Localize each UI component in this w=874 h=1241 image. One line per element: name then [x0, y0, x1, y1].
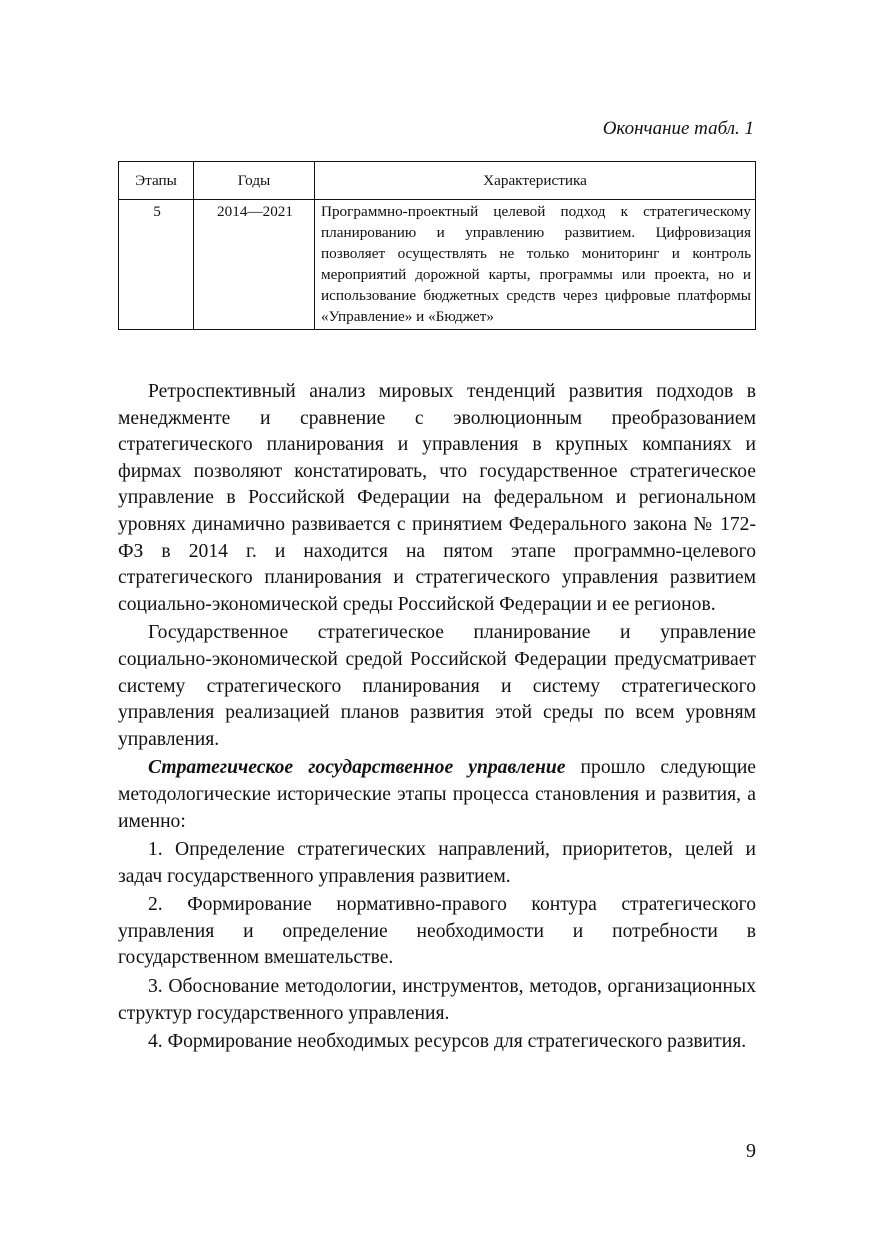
- stages-table: [118, 161, 756, 330]
- stages-intro-text: прошло следующие методологические исторические этапы процесса становления и развития, а именно:: [118, 757, 756, 832]
- cell-characteristic: Программно-проектный целевой подход к стратегическому планированию и управлению развитием. Цифровизация позволяет осуществлять не только мониторинг и контроль мероприятий дорожной карты, программы или проекта, но и использование бюджетных средств через цифровые платформы «Управление» и «Бюджет»: [315, 200, 756, 330]
- page-number: 9: [746, 1140, 756, 1162]
- list-item: 1. Определение стратегических направлений, приоритетов, целей и задач государственного управления развитием.: [118, 839, 756, 887]
- header-stages: Этапы: [119, 162, 194, 200]
- table-row: [119, 200, 756, 330]
- paragraph-planning: Государственное стратегическое планирование и управление социально-экономической средой Российской Федерации предусматривает систему стратегического планирования и систему стратегического управления реализацией планов развития этой среды по всем уровням управления.: [118, 622, 756, 750]
- list-item: 3. Обоснование методологии, инструментов, методов, организационных структур государственного управления.: [118, 976, 756, 1024]
- header-characteristic: Характеристика: [315, 162, 756, 200]
- table-header-row: [119, 162, 756, 200]
- cell-years: 2014—2021: [194, 200, 315, 330]
- table-caption: Окончание табл. 1: [602, 118, 754, 139]
- list-item: 2. Формирование нормативно-правого контура стратегического управления и определение необходимости и потребности в государственном вмешательстве.: [118, 894, 756, 969]
- body-text: [118, 379, 756, 1056]
- paragraph-stages-intro: [118, 755, 756, 835]
- paragraph-retrospective: Ретроспективный анализ мировых тенденций развития подходов в менеджменте и сравнение с эволюционным преобразованием стратегического планирования и управления в крупных компаниях и фирмах позволяют констатировать, что государственное стратегическое управление в Российской Федерации на федеральном и региональном уровнях динамично развивается с принятием Федерального закона № 172-ФЗ в 2014 г. и находится на пятом этапе программно-целевого стратегического планирования и стратегического управления развитием социально-экономической среды Российской Федерации и ее регионов.: [118, 381, 756, 615]
- term-strategic-management: Стратегическое государственное управление: [148, 757, 566, 779]
- header-years: Годы: [194, 162, 315, 200]
- list-item: 4. Формирование необходимых ресурсов для стратегического развития.: [148, 1031, 747, 1053]
- cell-stage: 5: [119, 200, 194, 330]
